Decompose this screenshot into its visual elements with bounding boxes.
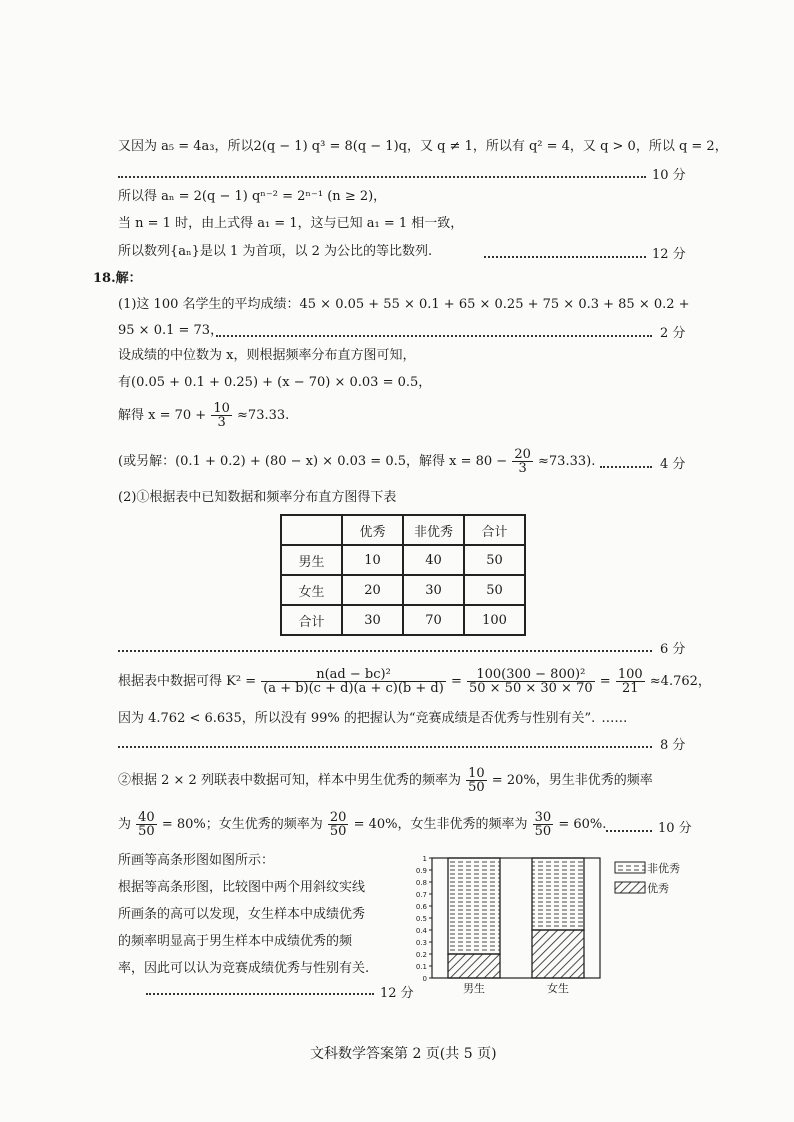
- k-squared-line: [118, 665, 711, 699]
- y-tick-label: 0.5: [415, 915, 427, 923]
- y-tick-label: 0: [422, 975, 427, 983]
- table-cell: 30: [403, 575, 464, 605]
- text: 为: [118, 817, 132, 832]
- table-row: [281, 605, 525, 635]
- text-line: 所画条的高可以发现，女生样本中成绩优秀: [118, 907, 366, 922]
- y-tick-label: 0.8: [415, 879, 427, 887]
- text: 解得 x = 70 +: [118, 408, 207, 423]
- score-10: 10 分: [658, 821, 692, 836]
- denominator: 21: [621, 681, 639, 696]
- leader-dots: [216, 335, 652, 337]
- k-conclusion-line: [118, 710, 627, 728]
- line-l3: 当 n = 1 时，由上式得 a₁ = 1，这与已知 a₁ = 1 相一致，: [118, 216, 464, 231]
- table-cell: 30: [342, 605, 403, 635]
- leader-dots: [118, 746, 652, 748]
- part1-line-a: (1)这 100 名学生的平均成绩：45 × 0.05 + 55 × 0.1 + 65 × 0.25 + 75 × 0.3 + 85 × 0.2 +: [118, 297, 690, 312]
- text: 因为 4.762 < 6.635，所以没有 99% 的把握认为“竞赛成绩是否优秀与性别有关”.: [118, 711, 596, 726]
- leader-dots: [118, 650, 652, 652]
- line-l2: 所以得 aₙ = 2(q − 1) qⁿ⁻² = 2ⁿ⁻¹ (n ≥ 2)，: [118, 189, 387, 204]
- table-cell: 50: [464, 575, 525, 605]
- denominator: 50 × 50 × 30 × 70: [468, 681, 593, 696]
- table-cell: 100: [464, 605, 525, 635]
- y-tick-label: 0.3: [415, 939, 427, 947]
- y-tick-label: 0.6: [415, 903, 427, 911]
- score-10: 10 分: [652, 168, 686, 183]
- part2-intro: (2)①根据表中已知数据和频率分布直方图得下表: [118, 490, 397, 505]
- bar-excellent: [448, 954, 500, 978]
- table-cell: [281, 515, 342, 545]
- text: (或另解：(0.1 + 0.2) + (80 − x) × 0.03 = 0.5，解得 x = 80 −: [118, 454, 508, 469]
- text: = 80%；女生优秀的频率为: [161, 817, 323, 832]
- stacked-bar-chart: [410, 848, 710, 998]
- y-tick-label: 0.7: [415, 891, 427, 899]
- text: 根据表中数据可得 K² =: [118, 674, 257, 689]
- score-12: 12 分: [380, 986, 414, 1001]
- fraction: [467, 668, 595, 695]
- text-line: 所画等高条形图如图所示：: [118, 853, 275, 868]
- table-cell: 50: [464, 545, 525, 575]
- table-cell: 男生: [281, 545, 342, 575]
- table-cell: 40: [403, 545, 464, 575]
- fraction: [466, 767, 487, 794]
- table-cell: 合计: [464, 515, 525, 545]
- footer: 文科数学答案第 2 页(共 5 页): [310, 1046, 497, 1062]
- denominator: 3: [217, 415, 226, 430]
- table-cell: 女生: [281, 575, 342, 605]
- table-cell: 合计: [281, 605, 342, 635]
- numerator: 20: [514, 447, 531, 462]
- fraction: [211, 402, 232, 429]
- text-line: 根据等高条形图，比较图中两个用斜纹实线: [118, 880, 366, 895]
- bleed-through-top: [170, 80, 198, 111]
- score-6: 6 分: [660, 642, 686, 657]
- table-cell: 优秀: [342, 515, 403, 545]
- leader-dots: [118, 176, 646, 178]
- score-8: 8 分: [660, 738, 686, 753]
- score-4: 4 分: [660, 457, 686, 472]
- text: ≈4.762，: [649, 674, 711, 689]
- numerator: 100: [617, 667, 643, 682]
- table-row: [281, 545, 525, 575]
- score-12: 12 分: [652, 247, 686, 262]
- fraction: [616, 668, 645, 695]
- conditional-line-2: [118, 808, 606, 842]
- score-2: 2 分: [660, 326, 686, 341]
- denominator: 50: [468, 780, 485, 795]
- text-line: 的频率明显高于男生样本中成绩优秀的频: [118, 934, 353, 949]
- table-cell: 10: [342, 545, 403, 575]
- denominator: 3: [518, 461, 527, 476]
- text: ≈73.33).: [538, 454, 596, 469]
- fraction: [533, 811, 554, 838]
- x-category-label: 男生: [463, 982, 485, 995]
- part1-line-b: 95 × 0.1 = 73，: [118, 323, 224, 338]
- denominator: (a + b)(c + d)(a + c)(b + d): [263, 681, 444, 696]
- y-tick-label: 0.9: [415, 867, 427, 875]
- numerator: 10: [213, 401, 230, 416]
- fraction: [512, 448, 533, 475]
- question-18: 18.解：: [93, 271, 142, 286]
- bar-not-excellent: [532, 858, 584, 930]
- text: ……: [601, 711, 628, 726]
- numerator: n(ad − bc)²: [261, 668, 446, 682]
- legend-label: 非优秀: [647, 862, 680, 875]
- table-row: [281, 575, 525, 605]
- denominator: 50: [534, 824, 552, 839]
- part1-line-f: [118, 448, 595, 476]
- text: = 20%，男生非优秀的频率: [491, 773, 653, 788]
- numerator: 40: [138, 810, 155, 825]
- table-cell: 70: [403, 605, 464, 635]
- fraction: [136, 811, 157, 838]
- part1-line-d: 有(0.05 + 0.1 + 0.25) + (x − 70) × 0.03 = 0.5，: [118, 375, 432, 390]
- fraction: [261, 668, 446, 695]
- bar-excellent: [532, 930, 584, 978]
- x-category-label: 女生: [547, 982, 569, 995]
- table-cell: 20: [342, 575, 403, 605]
- part1-line-e: [118, 402, 289, 430]
- y-tick-label: 0.2: [415, 951, 427, 959]
- line-l4: 所以数列{aₙ}是以 1 为首项，以 2 为公比的等比数列.: [118, 244, 433, 259]
- legend-swatch: [615, 882, 645, 893]
- text: = 40%，女生非优秀的频率为: [353, 817, 528, 832]
- leader-dots: [146, 993, 374, 995]
- contingency-table: [280, 514, 526, 636]
- y-tick-label: 1: [422, 855, 427, 863]
- legend-label: 优秀: [647, 882, 669, 895]
- leader-dots: [606, 830, 652, 832]
- leader-dots: [484, 256, 646, 258]
- text: ②根据 2 × 2 列联表中数据可知，样本中男生优秀的频率为: [118, 773, 461, 788]
- numerator: 20: [329, 810, 347, 825]
- fraction: [328, 811, 349, 838]
- numerator: 10: [468, 766, 485, 781]
- text: =: [599, 674, 611, 689]
- text: ≈73.33.: [237, 408, 290, 423]
- legend-swatch: [615, 862, 645, 873]
- denominator: 50: [138, 824, 155, 839]
- leader-dots: [600, 466, 652, 468]
- numerator: 100(300 − 800)²: [467, 668, 595, 682]
- table-cell: 非优秀: [403, 515, 464, 545]
- text: =: [450, 674, 462, 689]
- text: = 60%.: [558, 817, 607, 832]
- y-tick-label: 0.1: [415, 963, 427, 971]
- bar-not-excellent: [448, 858, 500, 954]
- conditional-line-1: [118, 764, 653, 798]
- numerator: 30: [534, 810, 552, 825]
- text-line: 率，因此可以认为竞赛成绩优秀与性别有关.: [118, 961, 370, 976]
- table-row: [281, 515, 525, 545]
- line-l1: 又因为 a₅ = 4a₃，所以2(q − 1) q³ = 8(q − 1)q，又 q ≠ 1，所以有 q² = 4，又 q > 0，所以 q = 2，: [118, 139, 728, 154]
- part1-line-c: 设成绩的中位数为 x，则根据频率分布直方图可知，: [118, 348, 416, 363]
- denominator: 50: [329, 824, 347, 839]
- y-tick-label: 0.4: [415, 927, 427, 935]
